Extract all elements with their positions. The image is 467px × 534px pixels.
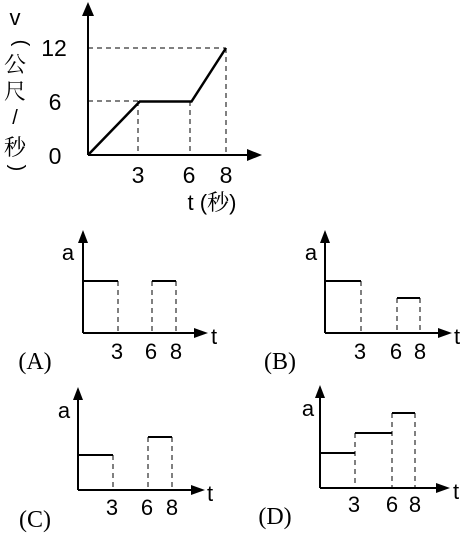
a-axis-arrow-icon xyxy=(315,385,325,398)
a-label: a xyxy=(304,240,318,265)
t-label: t xyxy=(206,481,214,506)
a-label: a xyxy=(61,240,75,265)
tick-3: 3 xyxy=(110,339,124,364)
option-a-graph xyxy=(18,230,217,375)
tick-8: 8 xyxy=(169,339,183,364)
v-unit-slash: / xyxy=(12,107,18,129)
t-axis-arrow-icon xyxy=(247,149,262,161)
option-a-letter[interactable]: (A) xyxy=(18,349,52,375)
x-tick-8: 8 xyxy=(219,162,233,188)
t-axis-arrow-icon xyxy=(194,328,208,338)
option-b-graph xyxy=(264,230,460,375)
x-tick-3: 3 xyxy=(131,162,145,188)
tick-8: 8 xyxy=(165,495,179,520)
y-tick-12: 12 xyxy=(41,35,67,61)
a-axis-arrow-icon xyxy=(320,230,330,243)
tick-3: 3 xyxy=(105,495,119,520)
x-tick-6: 6 xyxy=(182,162,196,188)
t-axis-arrow-icon xyxy=(438,328,452,338)
option-d-graph xyxy=(258,385,459,530)
tick-6: 6 xyxy=(140,495,154,520)
a-axis-arrow-icon xyxy=(73,387,83,400)
t-axis-arrow-icon xyxy=(436,483,450,493)
x-axis-label: t (秒) xyxy=(187,190,237,215)
tick-8: 8 xyxy=(408,492,422,517)
v-unit-char-1: 公 xyxy=(3,52,27,77)
v-paren-close: ) xyxy=(6,164,28,172)
tick-8: 8 xyxy=(413,339,427,364)
velocity-time-graph xyxy=(4,2,262,215)
tick-3: 3 xyxy=(347,492,361,517)
option-c-graph xyxy=(19,387,213,533)
v-axis-arrow-icon xyxy=(82,2,94,16)
a-label: a xyxy=(301,396,315,421)
v-unit-char-2: 尺 xyxy=(3,79,27,104)
tick-3: 3 xyxy=(353,339,367,364)
y-tick-0: 0 xyxy=(48,143,62,169)
v-label: v xyxy=(9,5,21,30)
v-unit-char-3: 秒 xyxy=(3,135,27,160)
option-c-letter[interactable]: (C) xyxy=(19,507,51,533)
option-d-letter[interactable]: (D) xyxy=(258,504,292,530)
tick-6: 6 xyxy=(144,339,158,364)
option-b-letter[interactable]: (B) xyxy=(264,349,296,375)
tick-6: 6 xyxy=(385,492,399,517)
t-label: t xyxy=(210,324,218,349)
a-label: a xyxy=(57,398,71,423)
v-paren-open: ( xyxy=(10,39,32,47)
t-axis-arrow-icon xyxy=(191,485,205,495)
a-axis-arrow-icon xyxy=(78,230,88,243)
t-label: t xyxy=(452,479,460,504)
y-tick-6: 6 xyxy=(48,89,62,115)
tick-6: 6 xyxy=(389,339,403,364)
t-label: t xyxy=(453,324,461,349)
